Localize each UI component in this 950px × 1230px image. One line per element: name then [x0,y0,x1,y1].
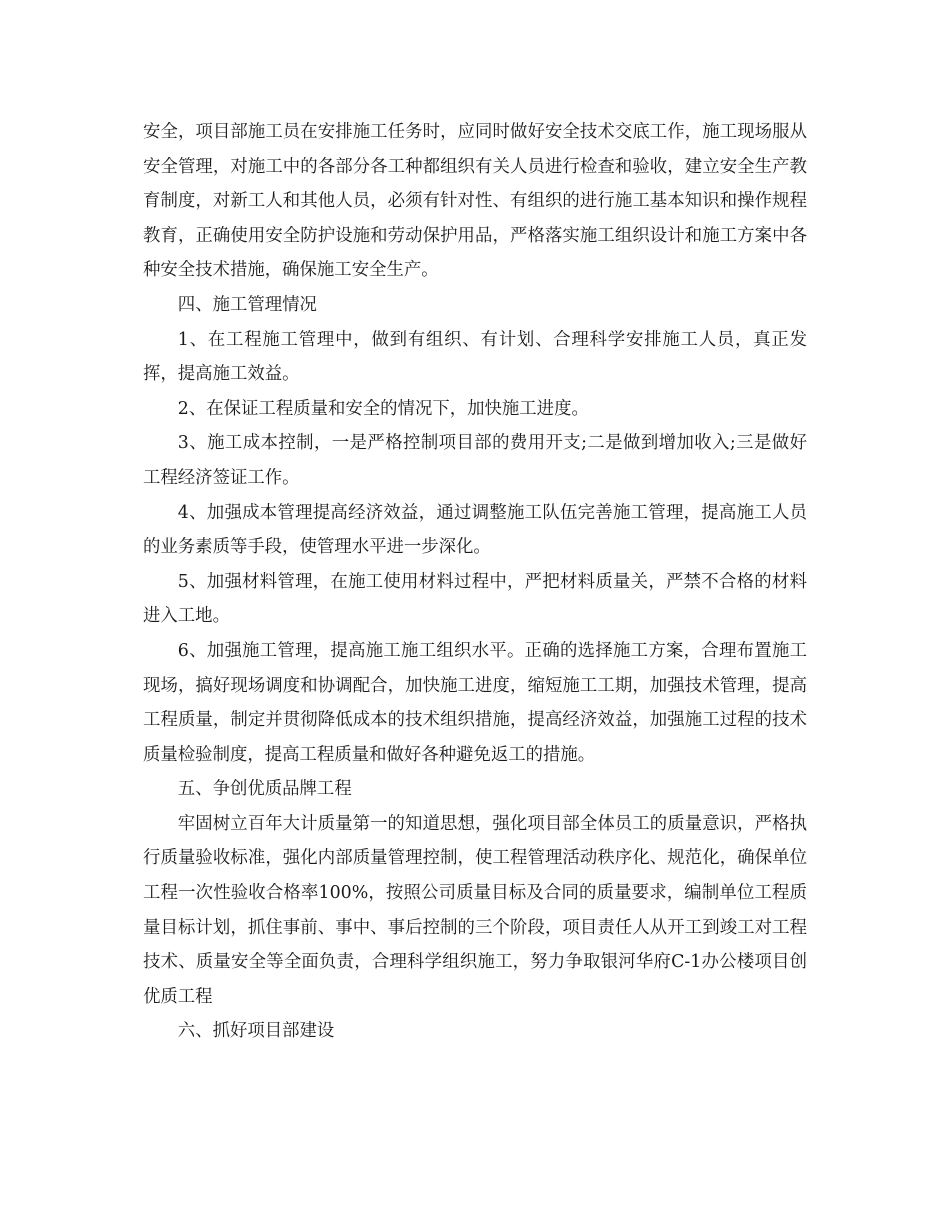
paragraph-quality: 牢固树立百年大计质量第一的知道思想，强化项目部全体员工的质量意识，严格执行质量验收标准，强化内部质量管理控制，使工程管理活动秩序化、规范化，确保单位工程一次性验收合格率100%，按照公司质量目标及合同的质量要求，编制单位工程质量目标计划，抓住事前、事中、事后控制的三个阶段，项目责任人从开工到竣工对工程技术、质量安全等全面负责，合理科学组织施工，努力争取银河华府C-1办公楼项目创优质工程 [143,813,807,1007]
list-item-5: 5、加强材料管理，在施工使用材料过程中，严把材料质量关，严禁不合格的材料进入工地。 [143,571,807,627]
section-heading-quality-project: 五、争创优质品牌工程 [177,779,352,800]
list-item-3: 3、施工成本控制，一是严格控制项目部的费用开支;二是做到增加收入;三是做好工程经济签证工作。 [143,433,807,488]
section-heading-project-department: 六、抓好项目部建设 [177,1021,335,1042]
list-item-4: 4、加强成本管理提高经济效益，通过调整施工队伍完善施工管理，提高施工人员的业务素质等手段，使管理水平进一步深化。 [143,502,807,558]
list-item-2: 2、在保证工程质量和安全的情况下，加快施工进度。 [177,398,589,419]
list-item-6: 6、加强施工管理，提高施工施工组织水平。正确的选择施工方案，合理布置施工现场，搞好现场调度和协调配合，加快施工进度，缩短施工工期，加强技术管理，提高工程质量，制定并贯彻降低成本的技术组织措施，提高经济效益，加强施工过程的技术质量检验制度，提高工程质量和做好各种避免返工的措施。 [143,640,807,765]
paragraph-safety-continued: 安全，项目部施工员在安排施工任务时，应同时做好安全技术交底工作，施工现场服从安全管理，对施工中的各部分各工种都组织有关人员进行检查和验收，建立安全生产教育制度，对新工人和其他人员，必须有针对性、有组织的进行施工基本知识和操作规程教育，正确使用安全防护设施和劳动保护用品，严格落实施工组织设计和施工方案中各种安全技术措施，确保施工安全生产。 [143,122,807,281]
section-heading-construction-management: 四、施工管理情况 [177,294,317,315]
list-item-1: 1、在工程施工管理中，做到有组织、有计划、合理科学安排施工人员，真正发挥，提高施工效益。 [143,329,807,385]
document-body [143,115,807,1049]
